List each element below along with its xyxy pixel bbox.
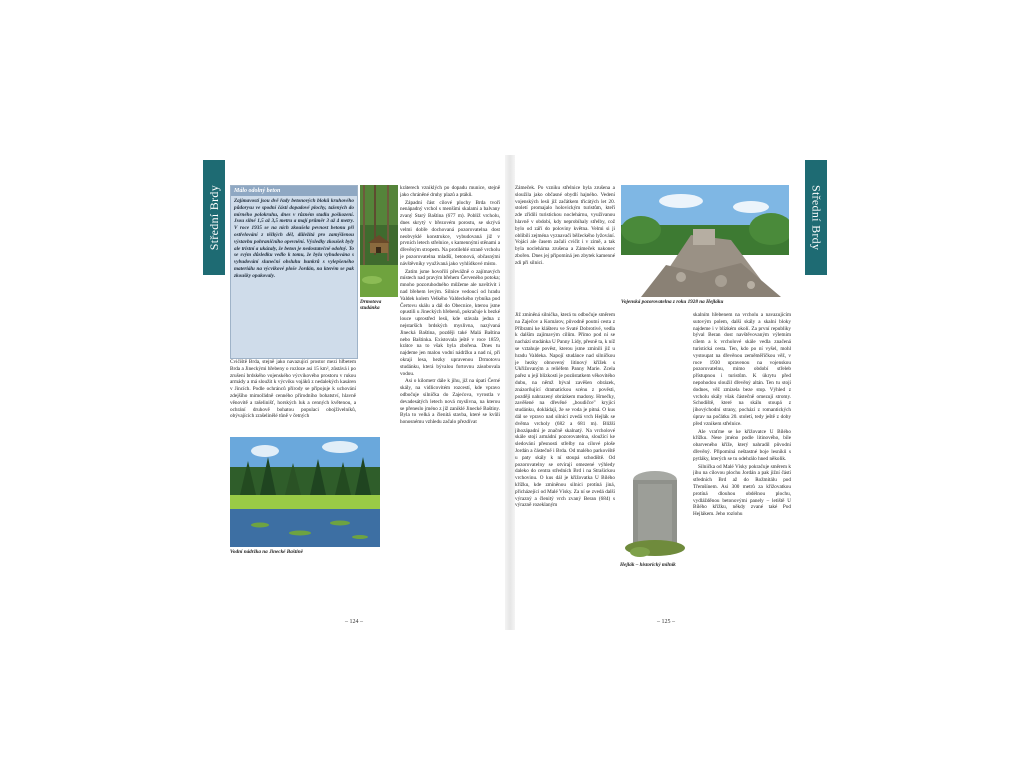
page-number-right: – 125 –: [657, 619, 675, 625]
page-number-left: – 124 –: [345, 619, 363, 625]
right-page: [515, 155, 825, 630]
right-column-2-text: skalním hřebenem na vrcholu a navazujícím sutovým polem, další skály a skalní bloky najdeme i v blízkém okolí. Za první republiky býval Beran dost navštěvovaným výletním cílem a k vrcholové skále vedla značená turistická cesta. Ten, kdo po ní vyšel, mohl vystoupat na dřevěnou zeměměřičkou věž, v roce 1930 upravenou na vojenskou pozorovatelnu, mimo období střeleb přístupnou i turistům. K úkrytu před nepohodou sloužil dřevěný altán. Ten tu stojí dodnes, věž zmizela beze stop. Výhled z vrcholu skály však částečně omezují stromy. Schodiště, které na skálu stoupá z jihovýchodní strany, pochází z romantických úprav na počátku 20. století, tedy ještě z doby před vznikem střelnice. Ale vraťme se ke křižovatce U Bílého křížku. Nese jméno podle litinového, bíle obarveného kříže, který nahradil původní dřevěný. Připomíná neštastné boje lesníků s pytláky, kterých se tu odehrálo hned několik. Silnička od Malé Vísky pokračuje směrem k jihu na cílovou plochu Jordán a pak jižní částí středních Brd až do Rožmitálu pod Třemšínem. Asi 300 metrů za křižovatkou protíná dlouhou obdélnou plochu, vydlážděnou betonovými panely – letiště U Bílého křížku, někdy zvané také Pod Hejlákem. Jeho rozlohu: [693, 312, 791, 518]
photo-caption-hejlak: Hejlák – historický milník: [620, 562, 676, 568]
section-tab-left: Střední Brdy: [203, 160, 225, 275]
photo-hejlak-milnik: [620, 460, 690, 560]
right-column-1-text-bottom: Již zmíněná silnička, která tu odbočuje směrem na Zaječov a Komárov, původně poutní cesta z Příbrami ke klášteru ve Svaté Dobrotivé, vedla k dalším zajímavým cílům. Přímo pod ní se nachází studánka U Panny Lídy, přesně ta, k níž se vztahuje pověst, kterou jsme zmínili již u hradu Valdeka. Napojí studánce nad silničkou je hezky obnovený litinový křížek s Ukřižovaným a reliéfem Panny Marie. Zcela pařez u její blízkosti je pozůstatkem věkovitého dubu, na němž býval zavěšen obrázek, znázorňující dramatickou scénu z pověsti, později nahrazený obrázkem madony. Hrnečky, zavěšené na dřevěné „boudičce" kryjící studánku, dokládají, že se voda je pitná. O kus dál se vpravo nad silnicí zvedá vrch Hejlák se dvěma vrcholy (682 a 681 m). Bližší jihozápadní je značně skalnatý. Na vrcholové skále stojí armádní pozorovatelna, sloužící ke sledování přesnosti střelby na cílové ploše Jordán a částečně i Brda. Od malého parkoviště u paty skály k ní stoupá schodiště. Od pozorovatelny se otvírají omezené výhledy daleko do centra středních Brd i na Strašickou vrchovinu. O kus dál je křižovatka U Bílého křížku, kde zmíněnou silnici protíná jiná, přicházející od Malé Vísky. Za ní se zvedá další výrazný a členitý vrch zvaný Beran (684) s výrazně rozeklaným: [515, 312, 615, 509]
milestone-photo-graphic: [620, 460, 690, 560]
section-tab-right: Střední Brdy: [805, 160, 827, 275]
left-column-2-text: kráterech vzniklých po dopadu munice, stejně jako chráněné druhy plazů a ptáků. Západní část cílové plochy Brda tvoří nenápadný vrchol s menšími skalami a balvany zvaný Starý Baština (677 m). Poblíž vrcholu, dnes skrytý v březovém porostu, se skrývá velmi dobře dochovaná pozorovatelna dost neobvyklé konstrukce, vybudovaná již v prvních letech střelnice, s kamennými stěnami a dřevěným stropem. Na protilehlé straně vrcholu je pozorovatelna mladší, betonová, občasnými návštěvníky využívaná jako vyhlídkové místo. Zatím jsme hovořili převážně o zajímavých místech nad pravým břehem Červeného potoka; mnoho pozoruhodného můžeme ale navštívit i nad břehem levým. Silnice vedoucí od hradu Valdek kolem Velkého Valdeckého rybníka pod Čertovu skálu a dál do Obecnice, kterou jsme opustili u Jineckých hřebenů, pokračuje k bezké louce uprostřed lesů, kde stávala jedna z nejstarších brdských myslivna, nazývaná Jinecká Baština, později také Malá Baština nebo Baštinka. Existovala ještě v roce 1859, krátce na to však byla zbořena. Dnes tu najdeme jen malou vodní nádržku a nad ní, při okraji lesa, hezky upravenou Drmotovu studánku, která bývalou fortovnu zásobovala vodou. Asi o kilometr dále k jihu, již na úpatí Černé skály, na vidlicovitém rozcestí, kde vpravo odbočuje silnička do Zajećova, vyrostla v devadesátých letech nová myslivna, na kterou se přeneslo jméno z již zaniklé Jinecké Baštiny. Byla to velká a členitá stavba, které se kvůli honosnému vzhledu začalo přezdívat: [400, 185, 500, 426]
pond-photo-graphic: [230, 437, 380, 547]
photo-caption-vodni-nadrzka: Vodní nádržka na Jinecké Baštině: [230, 549, 303, 555]
photo-caption-drmotova: Drmotova studánka: [360, 299, 382, 311]
info-box: [230, 185, 358, 359]
photo-vodni-nadrzka: [230, 437, 380, 547]
book-spread: [205, 155, 825, 630]
photo-caption-pozorovatelna: Vojenská pozorovatelna z roku 1928 na Hejláku: [621, 299, 724, 305]
left-column-1-text: Cvičiště Brda, stejně jako navazující prostor mezi hřbetem Brda a Jineckými hřebeny o rozloze asi 15 km², zůstává i po zrušení brdského vojenského výcvikového prostoru v rukou armády a má sloužit k výcviku vojáků z nedalekých kasáren v Jincích. Podle ochránců přírody se připojuje k uchování zdejšího mimořádně cenného přírodního bohatství, hlavně věnovitě a rašelinišť, horských luk a cenných květenou, a ochrání druhově bohatou populaci obojživelníků, obývajících zrašelinělé tůně v četných: [230, 359, 356, 420]
observation-post-photo-graphic: [621, 185, 789, 297]
photo-vojenska-pozorovatelna: [621, 185, 789, 297]
photo-drmotova-studanka: [360, 185, 398, 297]
info-box-text: Zajímavostí jsou dvě řady betonových bloků kruhového půdorysu ve spodní části dopadové plochy, tažených do mírného polokruhu, dnes v různém stadiu poškození. Jsou silné 1,5 až 3,5 metru a mají průměr 3 až 4 metry. V roce 1935 se na nich zkoušela pevnost betonu při ostřelování z těžkých děl, důležitá pro zamýšlenou výstavbu pohraničního opevnění. Výsledky zkoušek byly ale tristní a ukázaly, že beton je nedostatečně odolný. To se svým důsledku vedlo k tomu, že byla vybudována s vybudování sluneční obsluhu bunkrů s vylepšeného materiálu na výcvikové ploše Jordán, na kterém se pak zkoušky opakovaly.: [234, 198, 354, 279]
right-column-1-text-top: Zámeček. Po vzniku střelnice byla zrušena a sloužila jako občasné obydlí hajného. Vedení vojenských lesů již začátkem třicátých let 20. století promajalo holovickým turistům, kteří zde zřídili turistickou noclehárnu, využívanou hlavně v období, kdy neprobíhaly střelby, což bylo od září do poloviny května. Velmi si ji oblíbili zejména vyznavači běžeckého lyžování. Vojáci ale časem začali cvičit i v zimě, a tak byla noclehárna zrušena a Zámeček nakonec zbořen. Dnes jej připomíná jen zbytek kamenné zdi při silnici.: [515, 185, 615, 266]
info-box-title: Málo odolný beton: [231, 186, 357, 196]
forest-photo-graphic: [360, 185, 398, 297]
book-fold: [505, 155, 515, 630]
left-page: [205, 155, 505, 630]
